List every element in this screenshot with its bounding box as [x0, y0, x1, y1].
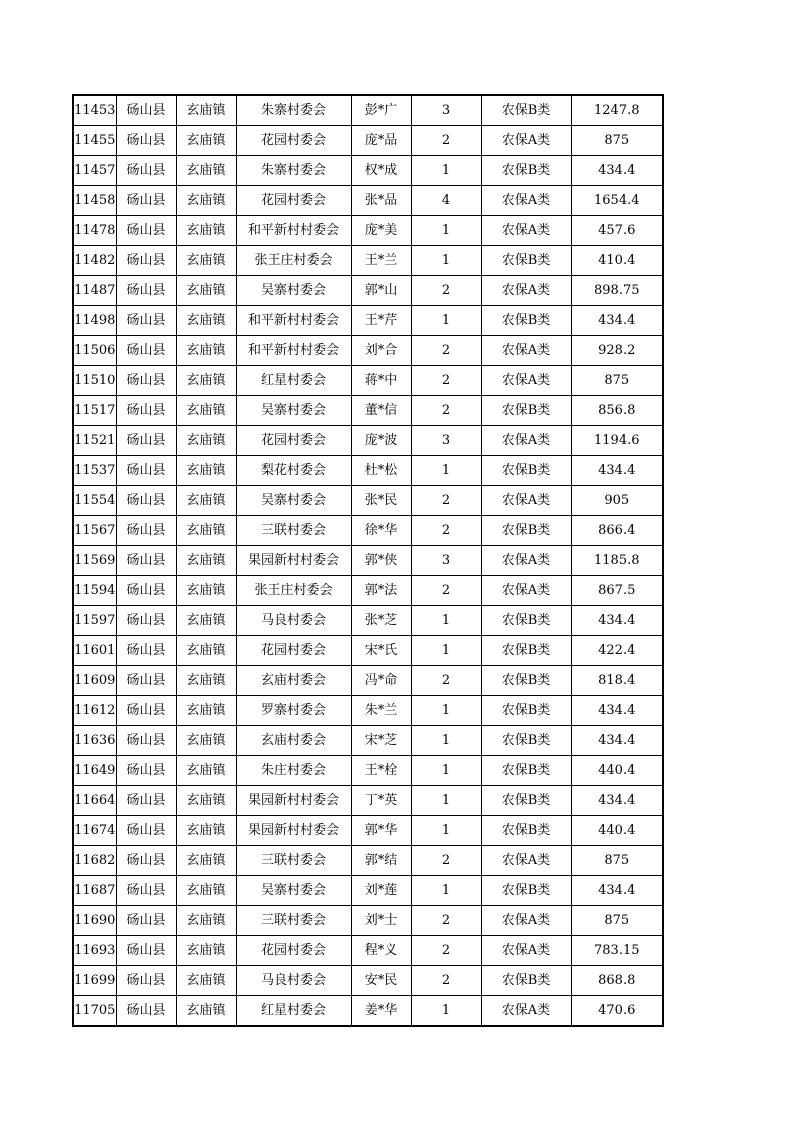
county-cell: 砀山县	[116, 366, 176, 396]
amount-cell: 434.4	[571, 456, 663, 486]
town-cell: 玄庙镇	[176, 906, 236, 936]
count-cell: 2	[411, 846, 481, 876]
village-cell: 朱寨村委会	[236, 156, 351, 186]
county-cell: 砀山县	[116, 95, 176, 126]
county-cell: 砀山县	[116, 396, 176, 426]
count-cell: 1	[411, 606, 481, 636]
amount-cell: 856.8	[571, 396, 663, 426]
category-cell: 农保A类	[481, 846, 571, 876]
id-cell: 11537	[73, 456, 116, 486]
count-cell: 2	[411, 906, 481, 936]
amount-cell: 1185.8	[571, 546, 663, 576]
name-cell: 郭*结	[351, 846, 411, 876]
category-cell: 农保A类	[481, 366, 571, 396]
count-cell: 2	[411, 336, 481, 366]
village-cell: 三联村委会	[236, 516, 351, 546]
county-cell: 砀山县	[116, 816, 176, 846]
table-row	[73, 996, 663, 1027]
table-row	[73, 666, 663, 696]
category-cell: 农保A类	[481, 426, 571, 456]
name-cell: 王*芹	[351, 306, 411, 336]
county-cell: 砀山县	[116, 786, 176, 816]
id-cell: 11510	[73, 366, 116, 396]
county-cell: 砀山县	[116, 246, 176, 276]
village-cell: 张王庄村委会	[236, 576, 351, 606]
count-cell: 1	[411, 816, 481, 846]
name-cell: 杜*松	[351, 456, 411, 486]
id-cell: 11569	[73, 546, 116, 576]
town-cell: 玄庙镇	[176, 816, 236, 846]
amount-cell: 875	[571, 906, 663, 936]
county-cell: 砀山县	[116, 636, 176, 666]
category-cell: 农保A类	[481, 486, 571, 516]
table-row	[73, 306, 663, 336]
table-row	[73, 846, 663, 876]
amount-cell: 434.4	[571, 696, 663, 726]
category-cell: 农保B类	[481, 636, 571, 666]
town-cell: 玄庙镇	[176, 636, 236, 666]
count-cell: 2	[411, 486, 481, 516]
name-cell: 安*民	[351, 966, 411, 996]
amount-cell: 470.6	[571, 996, 663, 1027]
count-cell: 1	[411, 636, 481, 666]
village-cell: 和平新村村委会	[236, 306, 351, 336]
county-cell: 砀山县	[116, 276, 176, 306]
count-cell: 2	[411, 126, 481, 156]
table-row	[73, 486, 663, 516]
table-row	[73, 456, 663, 486]
table-row	[73, 696, 663, 726]
county-cell: 砀山县	[116, 666, 176, 696]
village-cell: 吴寨村委会	[236, 486, 351, 516]
id-cell: 11649	[73, 756, 116, 786]
county-cell: 砀山县	[116, 306, 176, 336]
amount-cell: 818.4	[571, 666, 663, 696]
category-cell: 农保B类	[481, 95, 571, 126]
town-cell: 玄庙镇	[176, 546, 236, 576]
town-cell: 玄庙镇	[176, 396, 236, 426]
count-cell: 3	[411, 546, 481, 576]
name-cell: 张*芝	[351, 606, 411, 636]
count-cell: 1	[411, 246, 481, 276]
id-cell: 11612	[73, 696, 116, 726]
amount-cell: 928.2	[571, 336, 663, 366]
amount-cell: 875	[571, 846, 663, 876]
name-cell: 王*兰	[351, 246, 411, 276]
county-cell: 砀山县	[116, 516, 176, 546]
amount-cell: 898.75	[571, 276, 663, 306]
table-row	[73, 936, 663, 966]
data-table	[72, 94, 664, 1027]
name-cell: 朱*兰	[351, 696, 411, 726]
name-cell: 郭*山	[351, 276, 411, 306]
village-cell: 朱寨村委会	[236, 95, 351, 126]
name-cell: 宋*芝	[351, 726, 411, 756]
category-cell: 农保B类	[481, 816, 571, 846]
amount-cell: 867.5	[571, 576, 663, 606]
table-row	[73, 396, 663, 426]
amount-cell: 1247.8	[571, 95, 663, 126]
county-cell: 砀山县	[116, 426, 176, 456]
name-cell: 庞*波	[351, 426, 411, 456]
name-cell: 郭*华	[351, 816, 411, 846]
amount-cell: 434.4	[571, 786, 663, 816]
name-cell: 庞*品	[351, 126, 411, 156]
category-cell: 农保A类	[481, 216, 571, 246]
village-cell: 玄庙村委会	[236, 666, 351, 696]
id-cell: 11597	[73, 606, 116, 636]
table-row	[73, 336, 663, 366]
county-cell: 砀山县	[116, 156, 176, 186]
table-row	[73, 636, 663, 666]
county-cell: 砀山县	[116, 906, 176, 936]
town-cell: 玄庙镇	[176, 486, 236, 516]
category-cell: 农保A类	[481, 336, 571, 366]
table-row	[73, 606, 663, 636]
count-cell: 3	[411, 95, 481, 126]
village-cell: 吴寨村委会	[236, 276, 351, 306]
town-cell: 玄庙镇	[176, 696, 236, 726]
town-cell: 玄庙镇	[176, 966, 236, 996]
amount-cell: 868.8	[571, 966, 663, 996]
village-cell: 马良村委会	[236, 966, 351, 996]
category-cell: 农保B类	[481, 876, 571, 906]
count-cell: 1	[411, 696, 481, 726]
name-cell: 冯*命	[351, 666, 411, 696]
name-cell: 郭*侠	[351, 546, 411, 576]
village-cell: 花园村委会	[236, 426, 351, 456]
category-cell: 农保A类	[481, 126, 571, 156]
table-row	[73, 546, 663, 576]
count-cell: 1	[411, 876, 481, 906]
category-cell: 农保B类	[481, 696, 571, 726]
village-cell: 张王庄村委会	[236, 246, 351, 276]
amount-cell: 1194.6	[571, 426, 663, 456]
amount-cell: 457.6	[571, 216, 663, 246]
id-cell: 11457	[73, 156, 116, 186]
name-cell: 王*栓	[351, 756, 411, 786]
count-cell: 2	[411, 966, 481, 996]
count-cell: 2	[411, 366, 481, 396]
town-cell: 玄庙镇	[176, 756, 236, 786]
category-cell: 农保B类	[481, 786, 571, 816]
id-cell: 11498	[73, 306, 116, 336]
id-cell: 11693	[73, 936, 116, 966]
town-cell: 玄庙镇	[176, 666, 236, 696]
village-cell: 花园村委会	[236, 186, 351, 216]
town-cell: 玄庙镇	[176, 246, 236, 276]
category-cell: 农保B类	[481, 756, 571, 786]
category-cell: 农保B类	[481, 726, 571, 756]
id-cell: 11506	[73, 336, 116, 366]
village-cell: 花园村委会	[236, 126, 351, 156]
count-cell: 1	[411, 216, 481, 246]
table-row	[73, 786, 663, 816]
category-cell: 农保A类	[481, 936, 571, 966]
count-cell: 4	[411, 186, 481, 216]
category-cell: 农保A类	[481, 576, 571, 606]
village-cell: 和平新村村委会	[236, 336, 351, 366]
town-cell: 玄庙镇	[176, 996, 236, 1027]
category-cell: 农保B类	[481, 456, 571, 486]
name-cell: 刘*士	[351, 906, 411, 936]
category-cell: 农保B类	[481, 156, 571, 186]
count-cell: 2	[411, 276, 481, 306]
village-cell: 果园新村村委会	[236, 546, 351, 576]
table-body	[73, 95, 663, 1026]
town-cell: 玄庙镇	[176, 846, 236, 876]
table-row	[73, 756, 663, 786]
town-cell: 玄庙镇	[176, 336, 236, 366]
amount-cell: 875	[571, 366, 663, 396]
village-cell: 吴寨村委会	[236, 396, 351, 426]
category-cell: 农保B类	[481, 396, 571, 426]
category-cell: 农保A类	[481, 996, 571, 1027]
name-cell: 刘*莲	[351, 876, 411, 906]
village-cell: 三联村委会	[236, 846, 351, 876]
town-cell: 玄庙镇	[176, 216, 236, 246]
table-row	[73, 966, 663, 996]
town-cell: 玄庙镇	[176, 606, 236, 636]
id-cell: 11609	[73, 666, 116, 696]
name-cell: 蒋*中	[351, 366, 411, 396]
village-cell: 红星村委会	[236, 996, 351, 1027]
id-cell: 11487	[73, 276, 116, 306]
id-cell: 11455	[73, 126, 116, 156]
county-cell: 砀山县	[116, 126, 176, 156]
amount-cell: 410.4	[571, 246, 663, 276]
county-cell: 砀山县	[116, 456, 176, 486]
village-cell: 玄庙村委会	[236, 726, 351, 756]
name-cell: 郭*法	[351, 576, 411, 606]
count-cell: 1	[411, 726, 481, 756]
name-cell: 姜*华	[351, 996, 411, 1027]
id-cell: 11636	[73, 726, 116, 756]
town-cell: 玄庙镇	[176, 456, 236, 486]
amount-cell: 440.4	[571, 816, 663, 846]
amount-cell: 905	[571, 486, 663, 516]
amount-cell: 434.4	[571, 606, 663, 636]
id-cell: 11664	[73, 786, 116, 816]
id-cell: 11674	[73, 816, 116, 846]
county-cell: 砀山县	[116, 756, 176, 786]
id-cell: 11601	[73, 636, 116, 666]
table-row	[73, 216, 663, 246]
amount-cell: 875	[571, 126, 663, 156]
village-cell: 果园新村村委会	[236, 816, 351, 846]
county-cell: 砀山县	[116, 186, 176, 216]
name-cell: 权*成	[351, 156, 411, 186]
amount-cell: 866.4	[571, 516, 663, 546]
name-cell: 张*品	[351, 186, 411, 216]
table-row	[73, 246, 663, 276]
category-cell: 农保A类	[481, 186, 571, 216]
amount-cell: 1654.4	[571, 186, 663, 216]
count-cell: 3	[411, 426, 481, 456]
county-cell: 砀山县	[116, 486, 176, 516]
count-cell: 1	[411, 456, 481, 486]
town-cell: 玄庙镇	[176, 516, 236, 546]
table-row	[73, 156, 663, 186]
table-row	[73, 516, 663, 546]
county-cell: 砀山县	[116, 846, 176, 876]
town-cell: 玄庙镇	[176, 876, 236, 906]
id-cell: 11478	[73, 216, 116, 246]
village-cell: 果园新村村委会	[236, 786, 351, 816]
amount-cell: 434.4	[571, 726, 663, 756]
category-cell: 农保B类	[481, 246, 571, 276]
table-row	[73, 726, 663, 756]
village-cell: 朱庄村委会	[236, 756, 351, 786]
town-cell: 玄庙镇	[176, 786, 236, 816]
category-cell: 农保B类	[481, 966, 571, 996]
county-cell: 砀山县	[116, 966, 176, 996]
table-row	[73, 576, 663, 606]
town-cell: 玄庙镇	[176, 156, 236, 186]
table-row	[73, 816, 663, 846]
name-cell: 程*义	[351, 936, 411, 966]
id-cell: 11458	[73, 186, 116, 216]
count-cell: 1	[411, 156, 481, 186]
table-row	[73, 366, 663, 396]
amount-cell: 783.15	[571, 936, 663, 966]
village-cell: 马良村委会	[236, 606, 351, 636]
village-cell: 红星村委会	[236, 366, 351, 396]
name-cell: 张*民	[351, 486, 411, 516]
town-cell: 玄庙镇	[176, 95, 236, 126]
category-cell: 农保B类	[481, 666, 571, 696]
category-cell: 农保A类	[481, 906, 571, 936]
county-cell: 砀山县	[116, 726, 176, 756]
county-cell: 砀山县	[116, 996, 176, 1027]
town-cell: 玄庙镇	[176, 186, 236, 216]
id-cell: 11690	[73, 906, 116, 936]
id-cell: 11682	[73, 846, 116, 876]
town-cell: 玄庙镇	[176, 936, 236, 966]
id-cell: 11521	[73, 426, 116, 456]
town-cell: 玄庙镇	[176, 276, 236, 306]
town-cell: 玄庙镇	[176, 726, 236, 756]
table-row	[73, 426, 663, 456]
count-cell: 1	[411, 756, 481, 786]
count-cell: 2	[411, 396, 481, 426]
county-cell: 砀山县	[116, 336, 176, 366]
amount-cell: 434.4	[571, 306, 663, 336]
county-cell: 砀山县	[116, 876, 176, 906]
town-cell: 玄庙镇	[176, 426, 236, 456]
village-cell: 梨花村委会	[236, 456, 351, 486]
town-cell: 玄庙镇	[176, 576, 236, 606]
county-cell: 砀山县	[116, 576, 176, 606]
county-cell: 砀山县	[116, 606, 176, 636]
table-row	[73, 876, 663, 906]
village-cell: 吴寨村委会	[236, 876, 351, 906]
amount-cell: 440.4	[571, 756, 663, 786]
village-cell: 和平新村村委会	[236, 216, 351, 246]
category-cell: 农保A类	[481, 276, 571, 306]
name-cell: 丁*英	[351, 786, 411, 816]
count-cell: 1	[411, 306, 481, 336]
table-row	[73, 126, 663, 156]
count-cell: 2	[411, 516, 481, 546]
count-cell: 1	[411, 786, 481, 816]
table-row	[73, 276, 663, 306]
id-cell: 11699	[73, 966, 116, 996]
village-cell: 花园村委会	[236, 936, 351, 966]
village-cell: 三联村委会	[236, 906, 351, 936]
id-cell: 11517	[73, 396, 116, 426]
name-cell: 庞*美	[351, 216, 411, 246]
id-cell: 11482	[73, 246, 116, 276]
amount-cell: 434.4	[571, 156, 663, 186]
count-cell: 2	[411, 576, 481, 606]
village-cell: 罗寨村委会	[236, 696, 351, 726]
id-cell: 11687	[73, 876, 116, 906]
count-cell: 2	[411, 936, 481, 966]
id-cell: 11594	[73, 576, 116, 606]
category-cell: 农保B类	[481, 306, 571, 336]
county-cell: 砀山县	[116, 546, 176, 576]
county-cell: 砀山县	[116, 216, 176, 246]
category-cell: 农保A类	[481, 546, 571, 576]
name-cell: 董*信	[351, 396, 411, 426]
town-cell: 玄庙镇	[176, 366, 236, 396]
name-cell: 刘*合	[351, 336, 411, 366]
name-cell: 徐*华	[351, 516, 411, 546]
category-cell: 农保B类	[481, 606, 571, 636]
id-cell: 11453	[73, 95, 116, 126]
table-row	[73, 186, 663, 216]
amount-cell: 434.4	[571, 876, 663, 906]
town-cell: 玄庙镇	[176, 126, 236, 156]
village-cell: 花园村委会	[236, 636, 351, 666]
amount-cell: 422.4	[571, 636, 663, 666]
category-cell: 农保B类	[481, 516, 571, 546]
table-row	[73, 906, 663, 936]
town-cell: 玄庙镇	[176, 306, 236, 336]
id-cell: 11705	[73, 996, 116, 1027]
count-cell: 2	[411, 666, 481, 696]
county-cell: 砀山县	[116, 696, 176, 726]
county-cell: 砀山县	[116, 936, 176, 966]
id-cell: 11554	[73, 486, 116, 516]
name-cell: 宋*氏	[351, 636, 411, 666]
name-cell: 彭*广	[351, 95, 411, 126]
count-cell: 1	[411, 996, 481, 1027]
table-row	[73, 95, 663, 126]
id-cell: 11567	[73, 516, 116, 546]
